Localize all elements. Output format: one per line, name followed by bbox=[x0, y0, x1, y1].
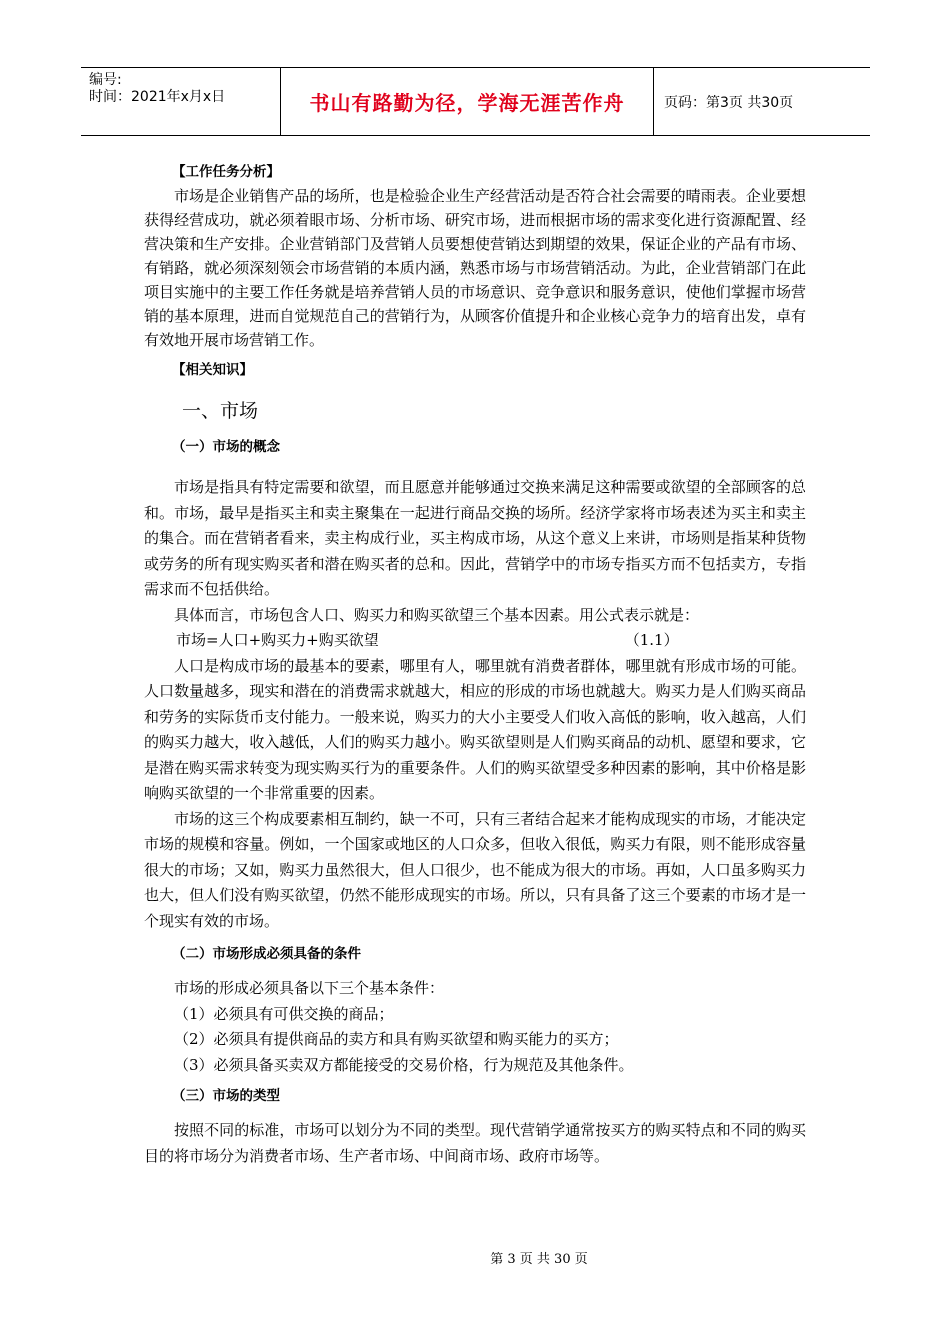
formula-number: （1.1） bbox=[624, 631, 679, 649]
number-label: 编号: bbox=[89, 72, 122, 88]
header-meta bbox=[81, 68, 281, 135]
paragraph-concept-2: 具体而言，市场包含人口、购买力和购买欲望三个基本因素。用公式表示就是： bbox=[174, 605, 700, 624]
heading-market-concept: （一）市场的概念 bbox=[172, 439, 280, 455]
paragraph-task: 市场是企业销售产品的场所，也是检验企业生产经营活动是否符合社会需要的晴雨表。企业要想获得经营成功，就必须着眼市场、分析市场、研究市场，进而根据市场的需求变化进行资源配置、经营决策和生产安排。企业营销部门及营销人员要想使营销达到期望的效果，保证企业的产品有市场、有销路，就必须深刻领会市场营销的本质内涵，熟悉市场与市场营销活动。为此，企业营销部门在此项目实施中的主要工作任务就是培养营销人员的市场意识、竞争意识和服务意识，使他们掌握市场营销的基本原理，进而自觉规范自己的营销行为，从顾客价值提升和企业核心竞争力的培育出发，卓有有效地开展市场营销工作。 bbox=[144, 187, 806, 349]
document-body bbox=[144, 158, 806, 1169]
section-title-market: 一、市场 bbox=[182, 400, 259, 422]
paragraph-conditions: 市场的形成必须具备以下三个基本条件： bbox=[174, 979, 445, 997]
condition-item-3: （3）必须具备买卖双方都能接受的交易价格，行为规范及其他条件。 bbox=[174, 1055, 634, 1074]
heading-task-analysis: 【工作任务分析】 bbox=[172, 164, 280, 180]
paragraph-concept-4: 市场的这三个构成要素相互制约，缺一不可，只有三者结合起来才能构成现实的市场，才能决定市场的规模和容量。例如，一个国家或地区的人口众多，但收入很低，购买力有限，则不能形成容量很大的市场；又如，购买力虽然很大，但人口很少，也不能成为很大的市场。再如，人口虽多购买力也大，但人们没有购买欲望，仍然不能形成现实的市场。所以，只有具备了这三个要素的市场才是一个现实有效的市场。 bbox=[144, 809, 806, 930]
header-page-info: 页码：第3页 共30页 bbox=[664, 94, 794, 111]
heading-market-types: （三）市场的类型 bbox=[172, 1088, 280, 1104]
time-label: 时间：2021年x月x日 bbox=[89, 89, 226, 105]
formula: 市场=人口+购买力+购买欲望 bbox=[176, 631, 379, 649]
heading-related-knowledge: 【相关知识】 bbox=[172, 362, 253, 378]
page-header bbox=[81, 67, 870, 136]
condition-item-1: （1）必须具有可供交换的商品； bbox=[174, 1004, 394, 1023]
heading-market-conditions: （二）市场形成必须具备的条件 bbox=[172, 946, 361, 962]
paragraph-concept-3: 人口是构成市场的最基本的要素，哪里有人，哪里就有消费者群体，哪里就有形成市场的可能。人口数量越多，现实和潜在的消费需求就越大，相应的形成的市场也就越大。购买力是人们购买商品和劳务的实际货币支付能力。一般来说，购买力的大小主要受人们收入高低的影响，收入越高，人们的购买力越大，收入越低，人们的购买力越小。购买欲望则是人们购买商品的动机、愿望和要求，它是潜在购买需求转变为现实购买行为的重要条件。人们的购买欲望受多种因素的影响，其中价格是影响购买欲望的一个非常重要的因素。 bbox=[144, 656, 806, 802]
formula-row bbox=[144, 628, 806, 654]
page-footer: 第 3 页 共 30 页 bbox=[490, 1252, 588, 1267]
header-motto: 书山有路勤为径，学海无涯苦作舟 bbox=[281, 68, 654, 135]
paragraph-concept-1: 市场是指具有特定需要和欲望，而且愿意并能够通过交换来满足这种需要或欲望的全部顾客的总和。市场，最早是指买主和卖主聚集在一起进行商品交换的场所。经济学家将市场表述为买主和卖主的集合。而在营销者看来，卖主构成行业，买主构成市场，从这个意义上来讲，市场则是指某种货物或劳务的所有现实购买者和潜在购买者的总和。因此，营销学中的市场专指买方而不包括卖方，专指需求而不包括供给。 bbox=[144, 478, 806, 598]
paragraph-types: 按照不同的标准，市场可以划分为不同的类型。现代营销学通常按买方的购买特点和不同的购买目的将市场分为消费者市场、生产者市场、中间商市场、政府市场等。 bbox=[144, 1121, 806, 1165]
condition-item-2: （2）必须具有提供商品的卖方和具有购买欲望和购买能力的买方； bbox=[174, 1030, 619, 1048]
